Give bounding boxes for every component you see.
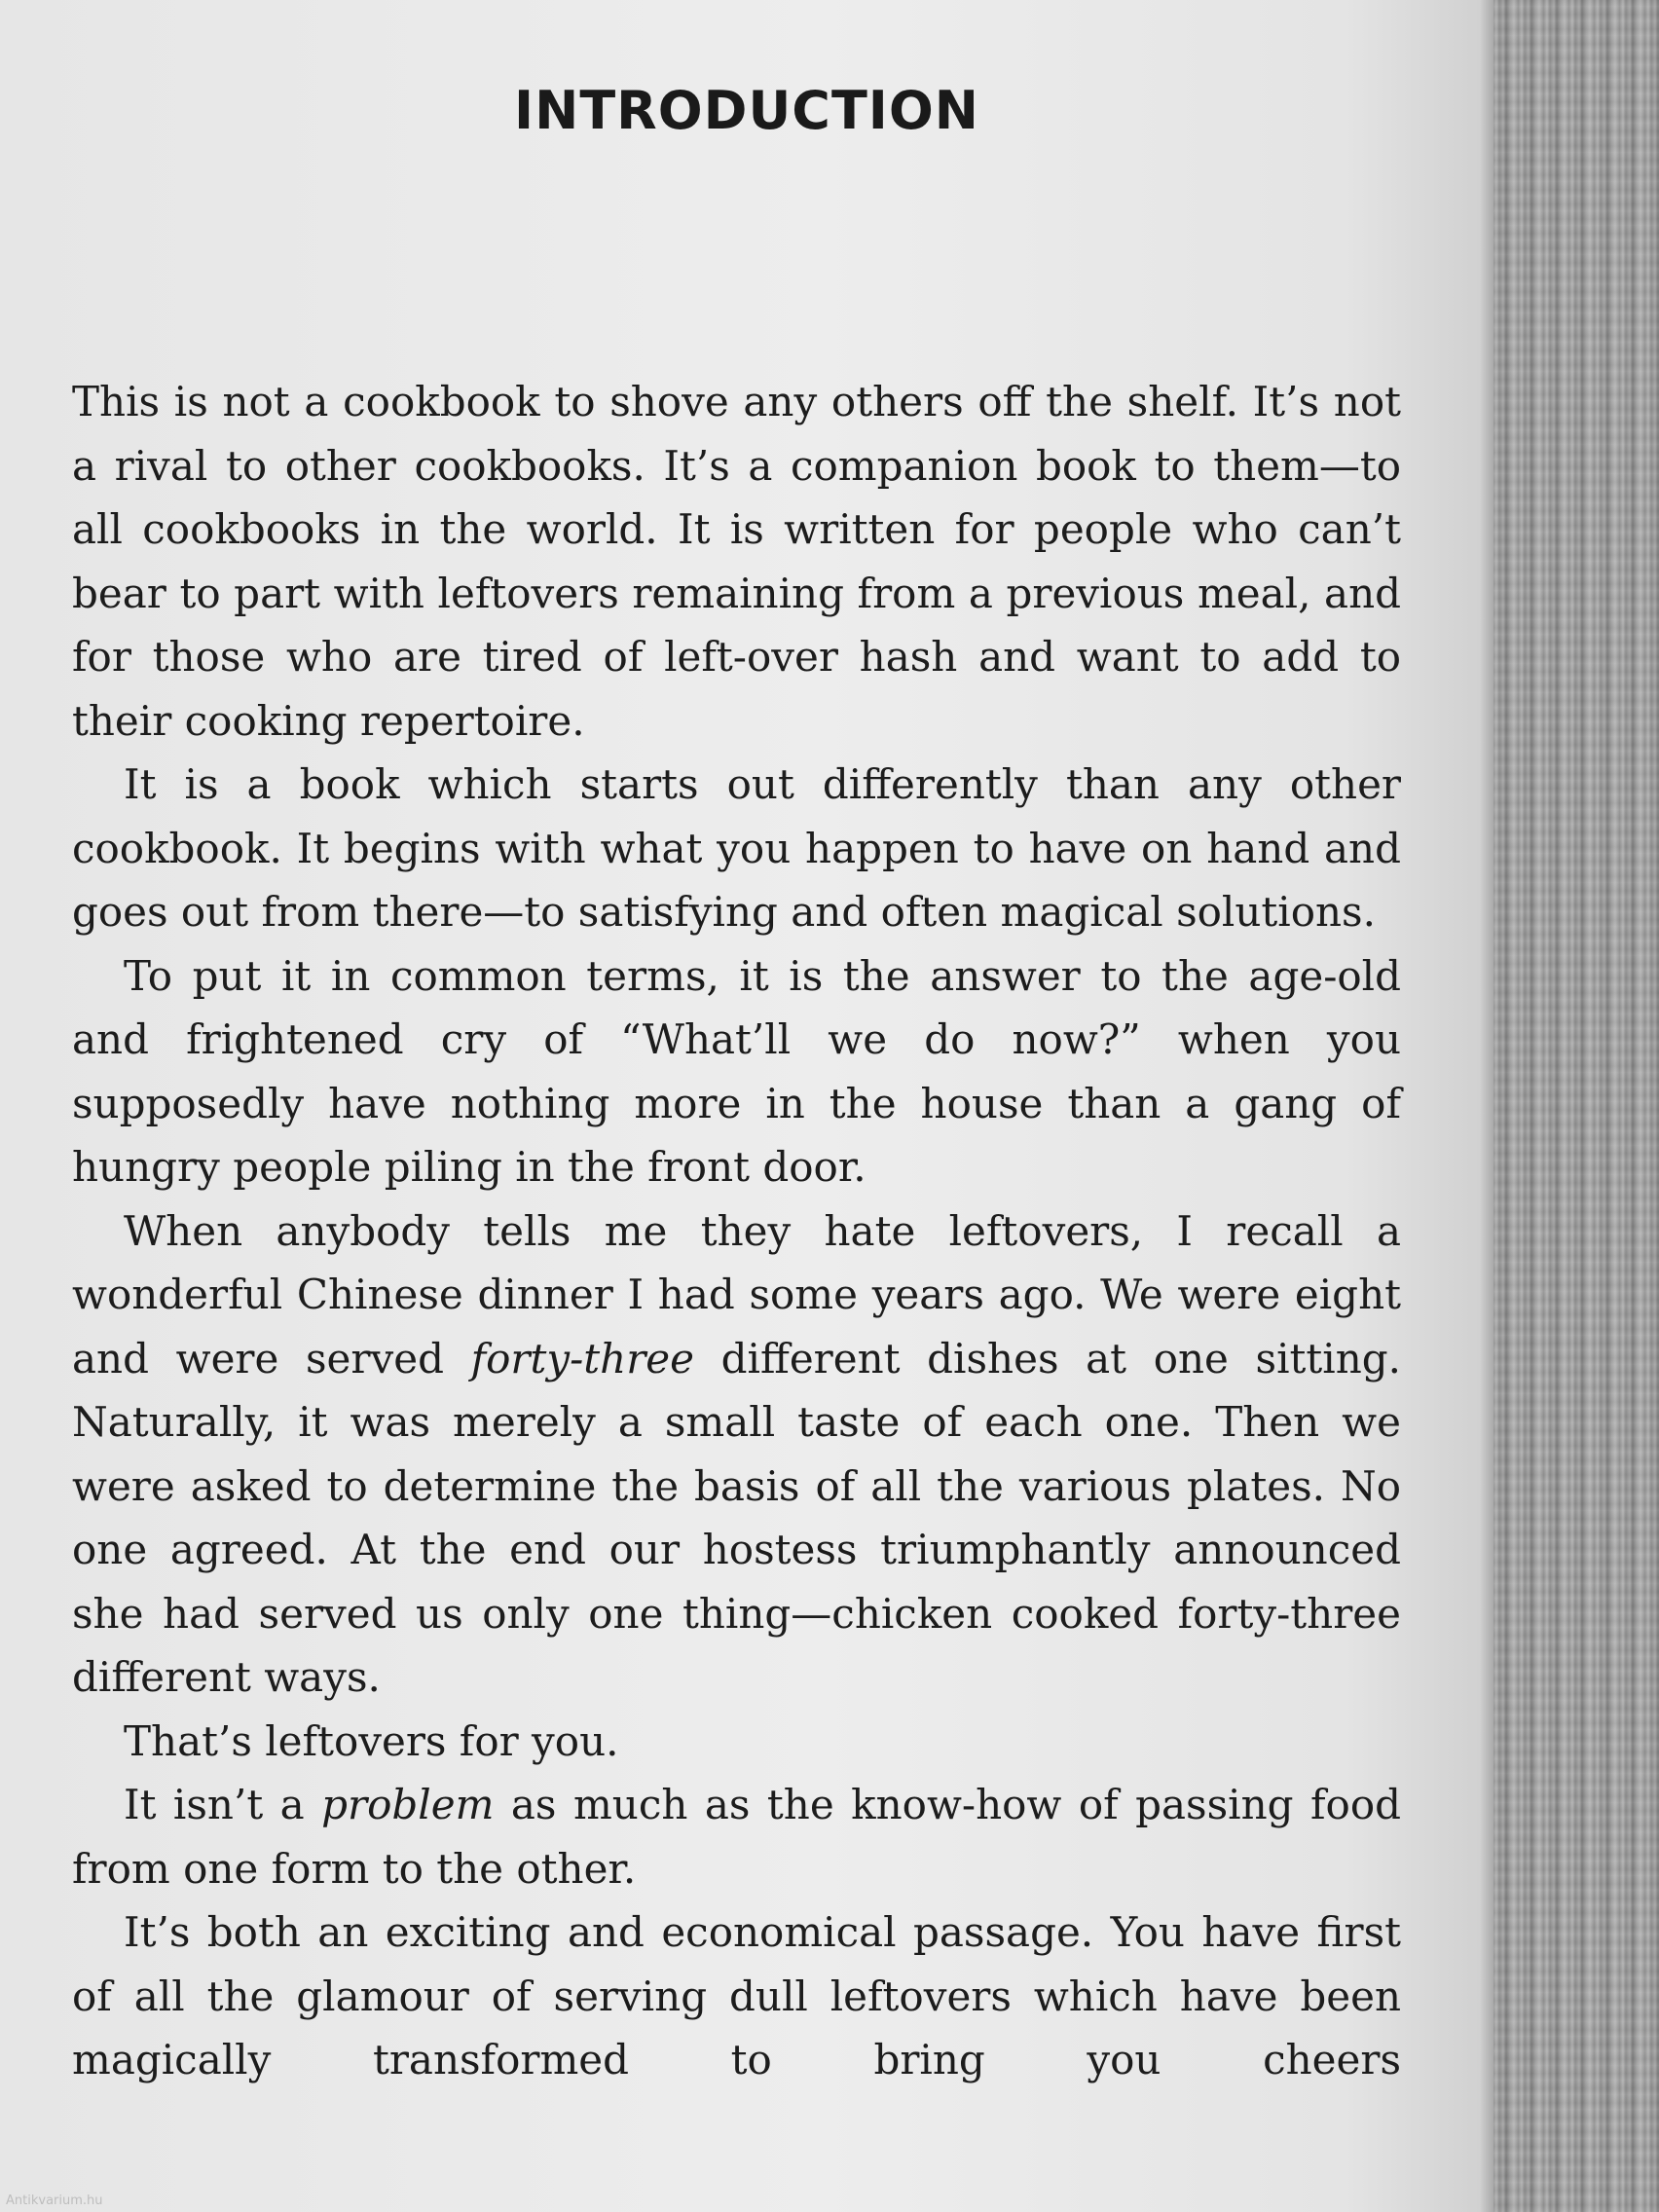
paragraph-4 — [72, 1199, 1401, 1710]
paragraph-4-after: different dishes at one sitting. Naturally, it was merely a small taste of each one. Then we were asked to determine the basis of all the various plates. No one agreed. At the end our hostess triumphantly announced she had served us only one thing—chicken cooked forty-three different ways. — [72, 1334, 1401, 1701]
paragraph-3: To put it in common terms, it is the answer to the age-old and frightened cry of “What’ll we do now?” when you supposedly have nothing more in the house than a gang of hungry people piling in the front door. — [72, 951, 1401, 1191]
paragraph-6-before: It isn’t a — [124, 1781, 322, 1828]
paragraph-6-after: as much as the know-how of passing food from one form to the other. — [72, 1781, 1401, 1893]
paragraph-6-emphasis: problem — [321, 1781, 495, 1828]
chapter-heading: INTRODUCTION — [514, 80, 979, 141]
paragraph-5: That’s leftovers for you. — [124, 1716, 619, 1765]
paragraph-6 — [72, 1773, 1401, 1900]
paragraph-7: It’s both an exciting and economical passage. You have first of all the glamour of serving dull leftovers which have been magically transformed to bring you cheers — [72, 1908, 1401, 2083]
body-text — [72, 370, 1401, 2092]
paragraph-2: It is a book which starts out differently than any other cookbook. It begins with what you happen to have on hand and goes out from there—to satisfying and often magical solutions. — [72, 760, 1401, 936]
paragraph-4-before: When anybody tells me they hate leftovers, I recall a wonderful Chinese dinner I had some years ago. We were eight and were served — [72, 1206, 1401, 1382]
paragraph-4-emphasis: forty-three — [470, 1334, 695, 1382]
watermark: Antikvarium.hu — [6, 2194, 103, 2208]
wood-background — [1493, 0, 1659, 2212]
paragraph-1: This is not a cookbook to shove any others off the shelf. It’s not a rival to other cookbooks. It’s a companion book to them—to all cookbooks in the world. It is written for people who can’t bear to part with leftovers remaining from a previous meal, and for those who are tired of left-over hash and want to add to their cooking repertoire. — [72, 378, 1401, 745]
